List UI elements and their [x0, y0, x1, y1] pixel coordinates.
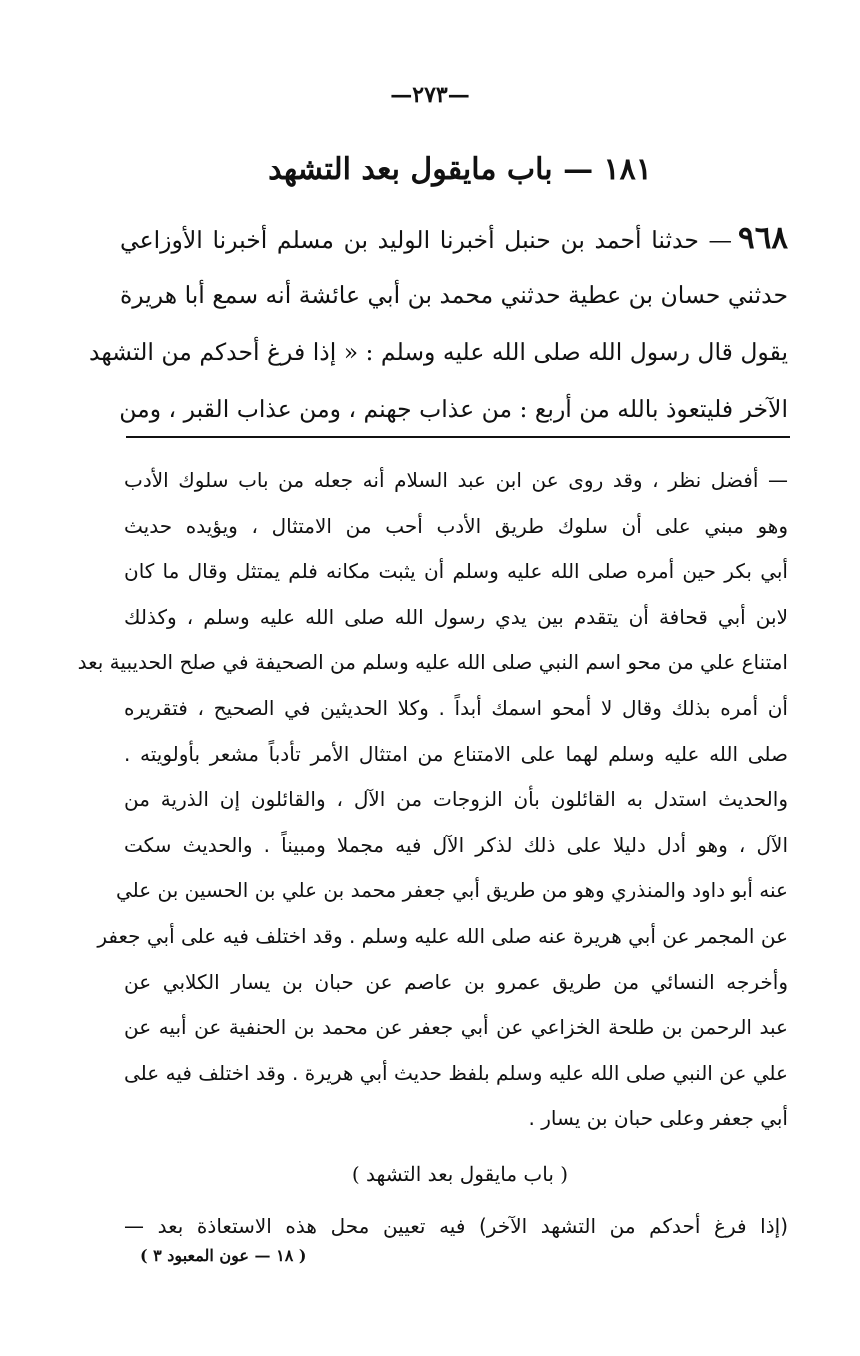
commentary-line: عن المجمر عن أبي هريرة عنه صلى الله عليه وسلم . وقد اختلف فيه على أبي جعفر — [97, 923, 788, 948]
commentary-line: صلى الله عليه وسلم لهما على الامتناع من امتثال الأمر تأدباً مشعر بأولويته . — [124, 741, 788, 766]
commentary-line: عبد الرحمن بن طلحة الخزاعي عن أبي جعفر عن محمد بن الحنفية عن أبيه عن — [124, 1015, 788, 1040]
commentary-line: علي عن النبي صلى الله عليه وسلم بلفظ حديث أبي هريرة . وقد اختلف فيه على — [124, 1060, 788, 1085]
commentary-text — [77, 458, 788, 1142]
chapter-title: ١٨١ — باب مايقول بعد التشهد — [268, 152, 652, 187]
hadith-text — [89, 210, 788, 438]
commentary-subheading: ( باب مايقول بعد التشهد ) — [351, 1162, 569, 1186]
commentary-closing-line: (إذا فرغ أحدكم من التشهد الآخر) فيه تعيين محل هذه الاستعاذة بعد — — [124, 1214, 788, 1238]
commentary-line: — أفضل نظر ، وقد روى عن ابن عبد السلام أنه جعله من باب سلوك الأدب — [124, 468, 788, 492]
page-number: —٢٧٣— — [390, 82, 470, 108]
commentary-line: لابن أبي قحافة أن يتقدم بين يدي رسول الله صلى الله عليه وسلم ، وكذلك — [124, 604, 788, 629]
commentary-line: وأخرجه النسائي من طريق عمرو بن عاصم عن حبان بن يسار الكلابي عن — [124, 969, 788, 994]
commentary-line: وهو مبني على أن سلوك طريق الأدب أحب من الامتثال ، ويؤيده حديث — [124, 513, 788, 538]
commentary-line: أن أمره بذلك وقال لا أمحو اسمك أبداً . وكلا الحديثين في الصحيح ، فتقريره — [124, 695, 788, 720]
hadith-line-text: — حدثنا أحمد بن حنبل أخبرنا الوليد بن مسلم أخبرنا الأوزاعي — [120, 226, 733, 254]
commentary-line: امتناع علي من محو اسم النبي صلى الله عليه وسلم من الصحيفة في صلح الحديبية بعد — [77, 650, 788, 675]
hadith-line: الآخر فليتعوذ بالله من أربع : من عذاب جهنم ، ومن عذاب القبر ، ومن — [119, 395, 788, 423]
hadith-number: ٩٦٨ — [738, 220, 788, 256]
commentary-line: الآل ، وهو أدل دليلا على ذلك لذكر الآل فيه مجملا ومبيناً . والحديث سكت — [124, 832, 788, 857]
hadith-line — [120, 210, 788, 267]
footnote-divider — [126, 436, 790, 438]
commentary-line: عنه أبو داود والمنذري وهو من طريق أبي جعفر محمد بن علي بن الحسين بن علي — [115, 878, 788, 903]
page-signature: ( ١٨ — عون المعبود ٣ ) — [140, 1246, 307, 1265]
hadith-line: حدثني حسان بن عطية حدثني محمد بن أبي عائشة أنه سمع أبا هريرة — [119, 281, 788, 309]
hadith-line: يقول قال رسول الله صلى الله عليه وسلم : « إذا فرغ أحدكم من التشهد — [89, 338, 788, 366]
commentary-line: أبي بكر حين أمره صلى الله عليه وسلم أن يثبت مكانه فلم يمتثل وقال ما كان — [124, 559, 788, 584]
commentary-line: أبي جعفر وعلى حبان بن يسار . — [528, 1106, 788, 1131]
commentary-line: والحديث استدل به القائلون بأن الزوجات من الآل ، والقائلون إن الذرية من — [124, 787, 788, 812]
